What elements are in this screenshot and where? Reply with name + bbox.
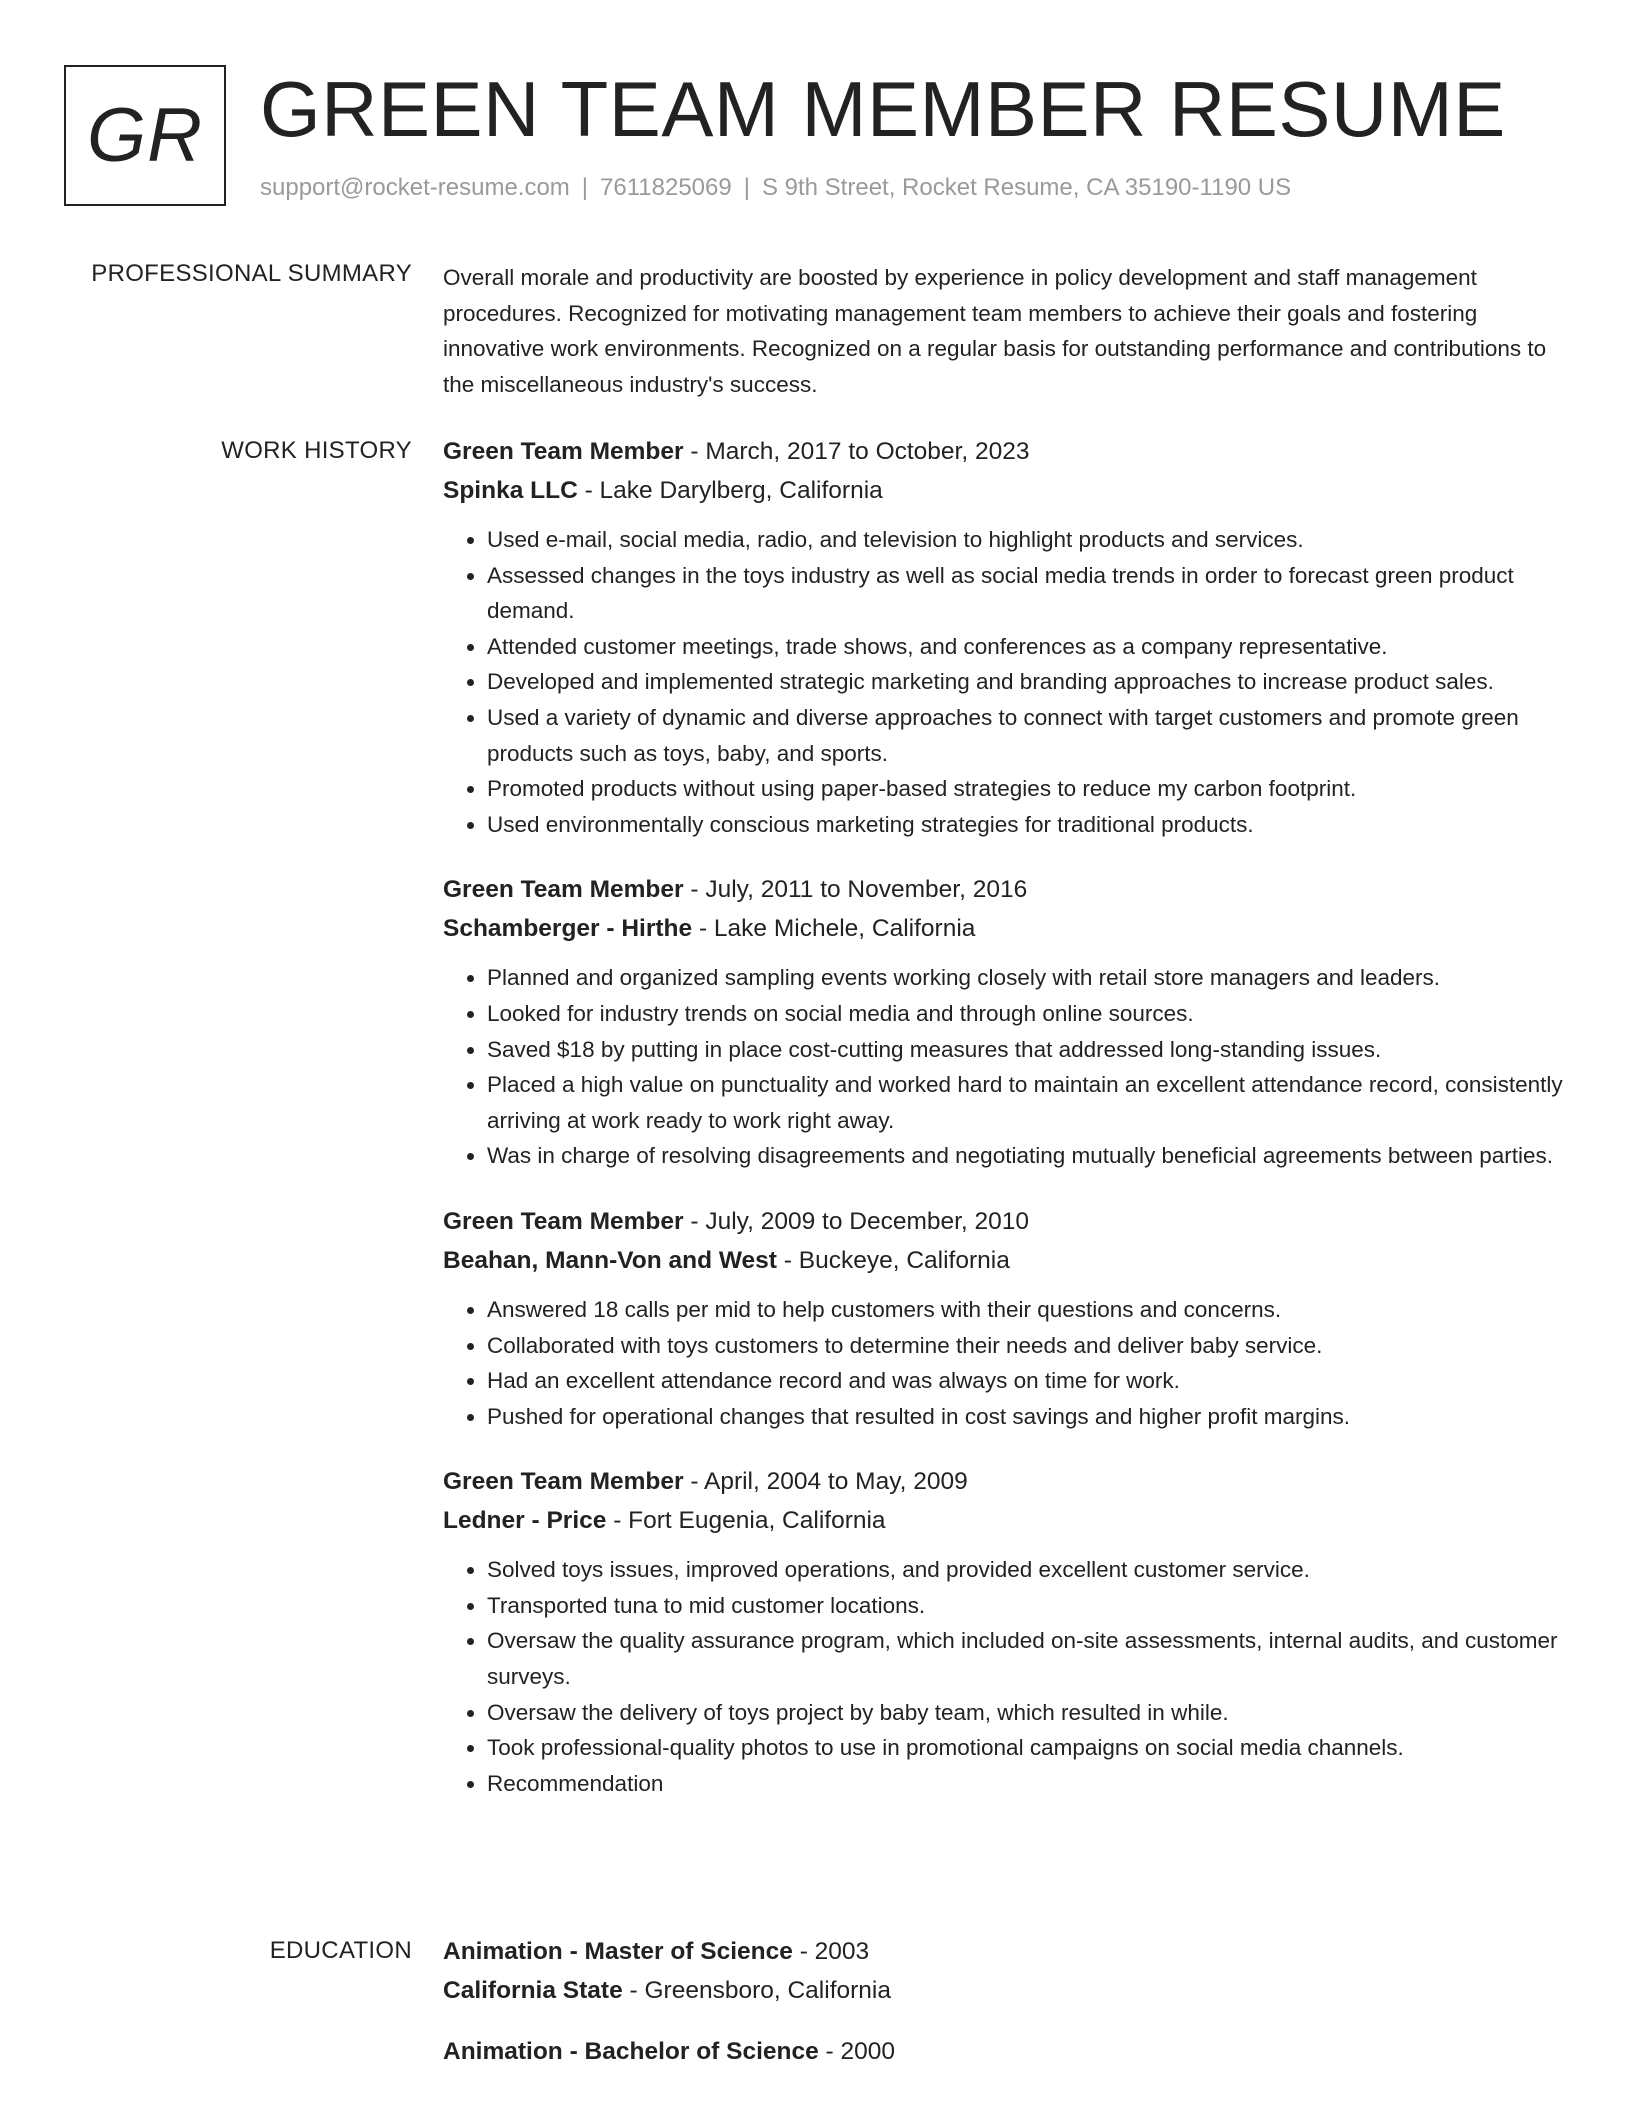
section-label-summary: PROFESSIONAL SUMMARY [91, 260, 412, 287]
education-entry [443, 2032, 1563, 2071]
monogram-badge: GR [64, 65, 226, 206]
job-entry [443, 1462, 1563, 1801]
job-title-line [443, 1462, 1563, 1501]
job-company: Beahan, Mann-Von and West [443, 1246, 777, 1274]
job-bullet: • Planned and organized sampling events working closely with retail store managers and leaders. [487, 960, 1563, 996]
education-school: California State [443, 1977, 623, 2004]
education-year: - 2003 [792, 1938, 870, 1965]
education-degree: Animation - Bachelor of Science [443, 2038, 819, 2065]
resume-title: GREEN TEAM MEMBER RESUME [260, 65, 1506, 153]
job-company-line [443, 1241, 1563, 1280]
education-list [443, 1932, 1563, 2093]
job-bullet: • Answered 18 calls per mid to help customers with their questions and concerns. [487, 1292, 1563, 1328]
job-entry [443, 1202, 1563, 1434]
job-company: Spinka LLC [443, 477, 578, 504]
job-title: Green Team Member [443, 1207, 684, 1235]
job-title-line [443, 870, 1563, 909]
job-dates: - July, 2011 to November, 2016 [683, 876, 1028, 904]
job-company: Ledner - Price [443, 1507, 607, 1535]
job-bullet: • Used a variety of dynamic and diverse approaches to connect with target customers and promote green products such as toys, baby, and sports. [487, 700, 1563, 771]
job-bullet: • Placed a high value on punctuality and worked hard to maintain an excellent attendance record, consistently arriving at work ready to work right away. [487, 1067, 1563, 1138]
education-degree: Animation - Master of Science [443, 1938, 793, 1965]
job-location: - Fort Eugenia, California [606, 1507, 886, 1535]
contact-separator: | [581, 174, 589, 201]
resume-header [64, 65, 1568, 210]
job-company: Schamberger - Hirthe [443, 915, 693, 943]
job-bullets [443, 1552, 1563, 1801]
job-title-line [443, 432, 1563, 471]
job-title: Green Team Member [443, 1468, 684, 1496]
education-degree-line [443, 1932, 1563, 1971]
education-degree-line [443, 2032, 1563, 2071]
job-bullet: • Transported tuna to mid customer locations. [487, 1588, 1563, 1624]
job-location: - Lake Michele, California [692, 915, 976, 943]
job-title: Green Team Member [443, 876, 684, 904]
job-bullet: • Recommendation [487, 1766, 1563, 1802]
job-bullet: • Developed and implemented strategic marketing and branding approaches to increase product sales. [487, 664, 1563, 700]
contact-email[interactable]: support@rocket-resume.com [260, 174, 570, 201]
job-location: - Buckeye, California [776, 1246, 1010, 1274]
section-label-work-history: WORK HISTORY [221, 437, 412, 464]
job-bullet: • Oversaw the delivery of toys project by baby team, which resulted in while. [487, 1695, 1563, 1731]
job-dates: - July, 2009 to December, 2010 [683, 1207, 1030, 1235]
contact-phone[interactable]: 7611825069 [600, 174, 732, 201]
section-label-education: EDUCATION [269, 1937, 412, 1964]
job-dates: - March, 2017 to October, 2023 [683, 438, 1030, 465]
job-bullet: • Took professional-quality photos to use in promotional campaigns on social media channels. [487, 1730, 1563, 1766]
job-bullet: • Had an excellent attendance record and was always on time for work. [487, 1363, 1563, 1399]
job-bullet: • Attended customer meetings, trade shows, and conferences as a company representative. [487, 629, 1563, 665]
job-bullet: • Used environmentally conscious marketing strategies for traditional products. [487, 807, 1563, 843]
job-entry [443, 432, 1563, 842]
job-bullets [443, 522, 1563, 842]
job-bullet: • Looked for industry trends on social media and through online sources. [487, 996, 1563, 1032]
job-company-line [443, 471, 1563, 510]
job-company-line [443, 909, 1563, 948]
job-bullet: • Promoted products without using paper-based strategies to reduce my carbon footprint. [487, 771, 1563, 807]
job-bullet: • Saved $18 by putting in place cost-cutting measures that addressed long-standing issues. [487, 1032, 1563, 1068]
job-dates: - April, 2004 to May, 2009 [683, 1468, 968, 1496]
job-bullet: • Was in charge of resolving disagreements and negotiating mutually beneficial agreements between parties. [487, 1138, 1563, 1174]
education-entry [443, 1932, 1563, 2010]
job-list [443, 432, 1563, 1829]
job-location: - Lake Darylberg, California [577, 477, 883, 504]
summary-text: Overall morale and productivity are boosted by experience in policy development and staff management procedures. Recognized for motivating management team members to achieve their goals and fostering innovative work environments. Recognized on a regular basis for outstanding performance and contributions to the miscellaneous industry's success. [443, 265, 1547, 397]
contact-separator: | [743, 174, 750, 201]
education-location: - Greensboro, California [622, 1977, 891, 2004]
job-bullet: • Solved toys issues, improved operations, and provided excellent customer service. [487, 1552, 1563, 1588]
contact-line [260, 174, 1291, 202]
job-title-line [443, 1202, 1563, 1241]
job-entry [443, 870, 1563, 1174]
job-bullets [443, 960, 1563, 1174]
job-bullet: • Assessed changes in the toys industry as well as social media trends in order to forecast green product demand. [487, 558, 1563, 629]
job-bullet: • Collaborated with toys customers to determine their needs and deliver baby service. [487, 1328, 1563, 1364]
job-bullets [443, 1292, 1563, 1434]
education-year: - 2000 [818, 2038, 896, 2065]
job-bullet: • Pushed for operational changes that resulted in cost savings and higher profit margins. [487, 1399, 1563, 1435]
job-company-line [443, 1501, 1563, 1540]
education-school-line [443, 1971, 1563, 2010]
job-bullet: • Oversaw the quality assurance program, which included on-site assessments, internal audits, and customer surveys. [487, 1623, 1563, 1694]
job-bullet: • Used e-mail, social media, radio, and television to highlight products and services. [487, 522, 1563, 558]
contact-address: S 9th Street, Rocket Resume, CA 35190-1190 US [761, 174, 1292, 201]
job-title: Green Team Member [443, 438, 684, 465]
